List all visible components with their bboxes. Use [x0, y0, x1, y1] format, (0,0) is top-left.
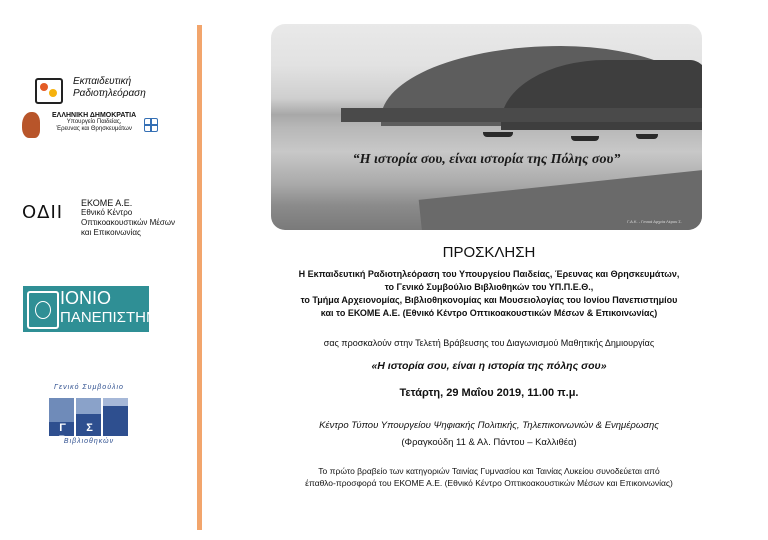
ionio-seal-icon — [27, 291, 59, 329]
boat-shape — [636, 134, 658, 139]
ionio-logo-line2: ΠΑΝΕΠΙΣΤΗΜΙΟ — [60, 309, 175, 326]
ekome-logo-title: ΕΚΟΜΕ Α.Ε. — [81, 198, 133, 208]
greek-cross-icon — [144, 118, 158, 132]
event-address: (Φραγκούδη 11 & Αλ. Πάντου – Καλλιθέα) — [401, 437, 577, 448]
gsb-letter: Β — [58, 434, 67, 446]
organizer-line: Η Εκπαιδευτική Ραδιοτηλεόραση του Υπουργείου Παιδείας, Έρευνας και Θρησκευμάτων, — [298, 269, 680, 279]
ministry-logo — [22, 112, 172, 140]
boat-shape — [571, 136, 599, 141]
invitation-text: σας προσκαλούν στην Τελετή Βράβευσης του Διαγωνισμού Μαθητικής Δημιουργίας — [323, 338, 655, 348]
ionio-logo-line1: ΙΟΝΙΟ — [60, 288, 112, 308]
gsb-letter: Σ — [86, 422, 93, 434]
edt-logo-icon — [35, 78, 63, 104]
prize-note-line: Το πρώτο βραβείο των κατηγοριών Ταινίας Γυμνασίου και Ταινίας Λυκείου συνοδεύεται από — [318, 466, 660, 476]
gsb-logo-top: Γενικό Συμβούλιο — [54, 384, 124, 391]
ekome-logo-line3: και Επικοινωνίας — [81, 228, 141, 237]
gsb-letter: Γ — [59, 422, 66, 434]
ionio-logo-text — [60, 289, 174, 327]
edt-logo-text — [73, 76, 146, 100]
boat-shape — [483, 132, 513, 137]
ministry-logo-line2: Έρευνας και Θρησκευμάτων — [56, 126, 132, 132]
ekome-logo-line2: Οπτικοακουστικών Μέσων — [81, 218, 176, 227]
organizers-block — [210, 268, 768, 320]
hero-photo — [271, 24, 702, 230]
ministry-logo-line1: Υπουργείο Παιδείας, — [66, 119, 122, 125]
edt-logo — [35, 72, 185, 108]
ministry-emblem-icon — [22, 112, 40, 138]
edt-logo-line2: Ραδιοτηλεόραση — [73, 88, 146, 99]
organizer-line: το Γενικό Συμβούλιο Βιβλιοθηκών του ΥΠ.Π.Ε.Θ., — [384, 282, 594, 292]
ekome-logo-text — [81, 198, 175, 238]
ekome-logo-mark: ΟΔΙΙ — [22, 202, 64, 223]
edt-logo-line1: Εκπαιδευτική — [73, 76, 132, 87]
ekome-logo-line1: Εθνικό Κέντρο — [81, 208, 133, 217]
gsb-logo — [45, 384, 133, 452]
prize-note — [210, 465, 768, 489]
invitation-title: ΠΡΟΣΚΛΗΣΗ — [442, 244, 536, 261]
organizer-line: το Τμήμα Αρχειονομίας, Βιβλιοθηκονομίας και Μουσειολογίας του Ιονίου Πανεπιστημίου — [300, 295, 678, 305]
vertical-divider — [197, 25, 202, 530]
photo-credit: Γ.Α.Κ. - Γενικά Αρχεία Λέρου Σ. — [627, 219, 682, 224]
photo-caption: “Η ιστορία σου, είναι ιστορία της Πόλης σου” — [352, 152, 621, 167]
gsb-logo-bottom: Βιβλιοθηκών — [63, 438, 115, 445]
ekome-logo — [22, 198, 192, 238]
ministry-logo-text — [52, 112, 136, 133]
organizer-line: και το ΕΚΟΜΕ Α.Ε. (Εθνικό Κέντρο Οπτικοακουστικών Μέσων & Επικοινωνίας) — [320, 308, 658, 318]
prize-note-line: έπαθλο-προσφορά του ΕΚΟΜΕ Α.Ε. (Εθνικό Κέντρο Οπτικοακουστικών Μέσων και Επικοινωνίας) — [305, 478, 673, 488]
event-venue: Κέντρο Τύπου Υπουργείου Ψηφιακής Πολιτικής, Τηλεπικοινωνιών & Ενημέρωσης — [319, 420, 659, 431]
ionio-logo — [23, 286, 175, 332]
ministry-logo-title: ΕΛΛΗΝΙΚΗ ΔΗΜΟΚΡΑΤΙΑ — [52, 112, 137, 119]
contest-title: «Η ιστορία σου, είναι η ιστορία της πόλης σου» — [371, 360, 607, 372]
event-date: Τετάρτη, 29 Μαΐου 2019, 11.00 π.μ. — [399, 387, 579, 399]
